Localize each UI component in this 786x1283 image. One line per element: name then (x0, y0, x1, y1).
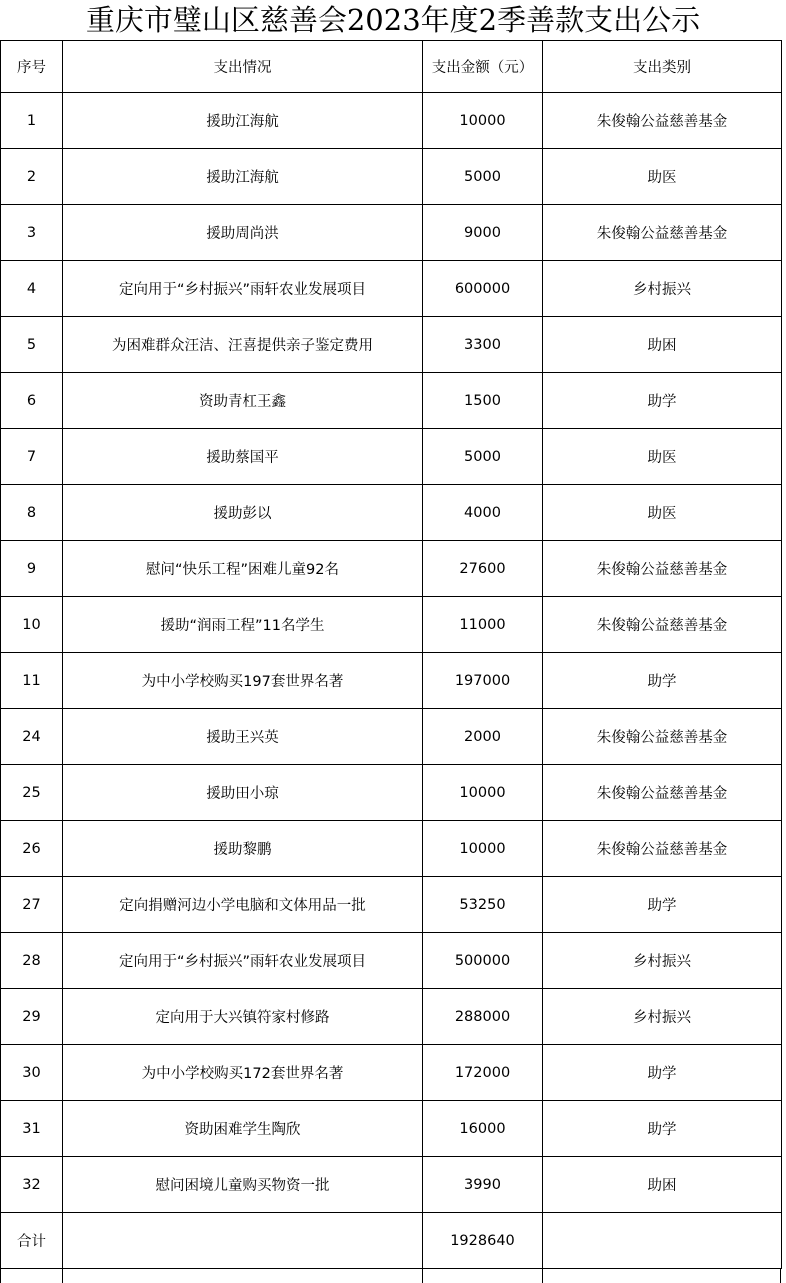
cell-desc: 慰问“快乐工程”困难儿童92名 (63, 541, 423, 597)
header-category: 支出类别 (543, 41, 782, 93)
cell-desc: 援助彭以 (63, 485, 423, 541)
cell-amount: 3990 (423, 1157, 543, 1213)
cell-amount: 10000 (423, 821, 543, 877)
cell-category: 朱俊翰公益慈善基金 (543, 93, 782, 149)
total-category (543, 1213, 782, 1269)
cell-desc: 援助王兴英 (63, 709, 423, 765)
expenditure-table (0, 40, 782, 1269)
cell-amount: 4000 (423, 485, 543, 541)
cell-category: 朱俊翰公益慈善基金 (543, 541, 782, 597)
cell-desc: 定向用于“乡村振兴”雨轩农业发展项目 (63, 261, 423, 317)
cell-amount: 172000 (423, 1045, 543, 1101)
cell-seq: 4 (1, 261, 63, 317)
cell-desc: 援助蔡国平 (63, 429, 423, 485)
cell-category: 乡村振兴 (543, 989, 782, 1045)
table-row (1, 541, 782, 597)
cell-seq: 31 (1, 1101, 63, 1157)
table-row (1, 149, 782, 205)
cell-category: 助医 (543, 485, 782, 541)
cell-desc: 为中小学校购买172套世界名著 (63, 1045, 423, 1101)
cell-amount: 288000 (423, 989, 543, 1045)
cell-amount: 5000 (423, 429, 543, 485)
cell-amount: 16000 (423, 1101, 543, 1157)
cell-category: 朱俊翰公益慈善基金 (543, 597, 782, 653)
table-row (1, 429, 782, 485)
cell-seq: 1 (1, 93, 63, 149)
cell-amount: 3300 (423, 317, 543, 373)
cell-seq: 25 (1, 765, 63, 821)
grid-line (780, 1269, 781, 1283)
cell-category: 助学 (543, 877, 782, 933)
cell-category: 助学 (543, 653, 782, 709)
table-row (1, 1045, 782, 1101)
cell-seq: 28 (1, 933, 63, 989)
table-row (1, 877, 782, 933)
cell-amount: 600000 (423, 261, 543, 317)
cell-seq: 11 (1, 653, 63, 709)
cell-seq: 2 (1, 149, 63, 205)
cell-amount: 11000 (423, 597, 543, 653)
cell-seq: 6 (1, 373, 63, 429)
cell-category: 助医 (543, 149, 782, 205)
table-row (1, 1101, 782, 1157)
table-row (1, 821, 782, 877)
grid-line (62, 1269, 63, 1283)
table-row (1, 709, 782, 765)
header-amount: 支出金额（元） (423, 41, 543, 93)
header-desc: 支出情况 (63, 41, 423, 93)
cell-amount: 53250 (423, 877, 543, 933)
cell-desc: 定向用于大兴镇符家村修路 (63, 989, 423, 1045)
cell-desc: 援助江海航 (63, 93, 423, 149)
cell-category: 助困 (543, 317, 782, 373)
table-row (1, 317, 782, 373)
cell-amount: 9000 (423, 205, 543, 261)
cell-desc: 定向用于“乡村振兴”雨轩农业发展项目 (63, 933, 423, 989)
cell-desc: 援助田小琼 (63, 765, 423, 821)
cell-amount: 27600 (423, 541, 543, 597)
cell-seq: 7 (1, 429, 63, 485)
cell-category: 助学 (543, 373, 782, 429)
page-title: 重庆市璧山区慈善会2023年度2季善款支出公示 (85, 3, 701, 37)
cell-seq: 29 (1, 989, 63, 1045)
cell-seq: 24 (1, 709, 63, 765)
cell-amount: 500000 (423, 933, 543, 989)
cell-desc: 援助江海航 (63, 149, 423, 205)
table-continuation (0, 1268, 781, 1283)
grid-line (422, 1269, 423, 1283)
cell-seq: 10 (1, 597, 63, 653)
cell-category: 助学 (543, 1045, 782, 1101)
cell-desc: 慰问困境儿童购买物资一批 (63, 1157, 423, 1213)
cell-seq: 5 (1, 317, 63, 373)
total-row (1, 1213, 782, 1269)
table-row (1, 485, 782, 541)
total-desc (63, 1213, 423, 1269)
cell-desc: 为中小学校购买197套世界名著 (63, 653, 423, 709)
cell-desc: 资助困难学生陶欣 (63, 1101, 423, 1157)
cell-desc: 援助周尚洪 (63, 205, 423, 261)
header-seq: 序号 (1, 41, 63, 93)
table-row (1, 205, 782, 261)
cell-category: 朱俊翰公益慈善基金 (543, 765, 782, 821)
cell-seq: 3 (1, 205, 63, 261)
total-amount: 1928640 (423, 1213, 543, 1269)
cell-desc: 援助“润雨工程”11名学生 (63, 597, 423, 653)
table-row (1, 373, 782, 429)
cell-seq: 8 (1, 485, 63, 541)
cell-seq: 27 (1, 877, 63, 933)
cell-category: 助学 (543, 1101, 782, 1157)
table-row (1, 93, 782, 149)
cell-category: 助困 (543, 1157, 782, 1213)
cell-seq: 32 (1, 1157, 63, 1213)
cell-amount: 10000 (423, 93, 543, 149)
table-header-row (1, 41, 782, 93)
cell-desc: 援助黎鹏 (63, 821, 423, 877)
cell-desc: 定向捐赠河边小学电脑和文体用品一批 (63, 877, 423, 933)
cell-category: 朱俊翰公益慈善基金 (543, 205, 782, 261)
cell-category: 朱俊翰公益慈善基金 (543, 821, 782, 877)
table-row (1, 597, 782, 653)
table-body (1, 93, 782, 1213)
cell-seq: 30 (1, 1045, 63, 1101)
total-label: 合计 (1, 1213, 63, 1269)
cell-desc: 为困难群众汪洁、汪喜提供亲子鉴定费用 (63, 317, 423, 373)
cell-amount: 5000 (423, 149, 543, 205)
table-row (1, 1157, 782, 1213)
cell-category: 助医 (543, 429, 782, 485)
cell-seq: 9 (1, 541, 63, 597)
cell-category: 朱俊翰公益慈善基金 (543, 709, 782, 765)
cell-amount: 2000 (423, 709, 543, 765)
table-row (1, 261, 782, 317)
cell-seq: 26 (1, 821, 63, 877)
cell-amount: 197000 (423, 653, 543, 709)
table-row (1, 933, 782, 989)
grid-line (0, 1269, 1, 1283)
cell-desc: 资助青杠王鑫 (63, 373, 423, 429)
cell-amount: 10000 (423, 765, 543, 821)
cell-category: 乡村振兴 (543, 933, 782, 989)
cell-amount: 1500 (423, 373, 543, 429)
cell-category: 乡村振兴 (543, 261, 782, 317)
table-row (1, 765, 782, 821)
grid-line (542, 1269, 543, 1283)
table-row (1, 653, 782, 709)
table-row (1, 989, 782, 1045)
